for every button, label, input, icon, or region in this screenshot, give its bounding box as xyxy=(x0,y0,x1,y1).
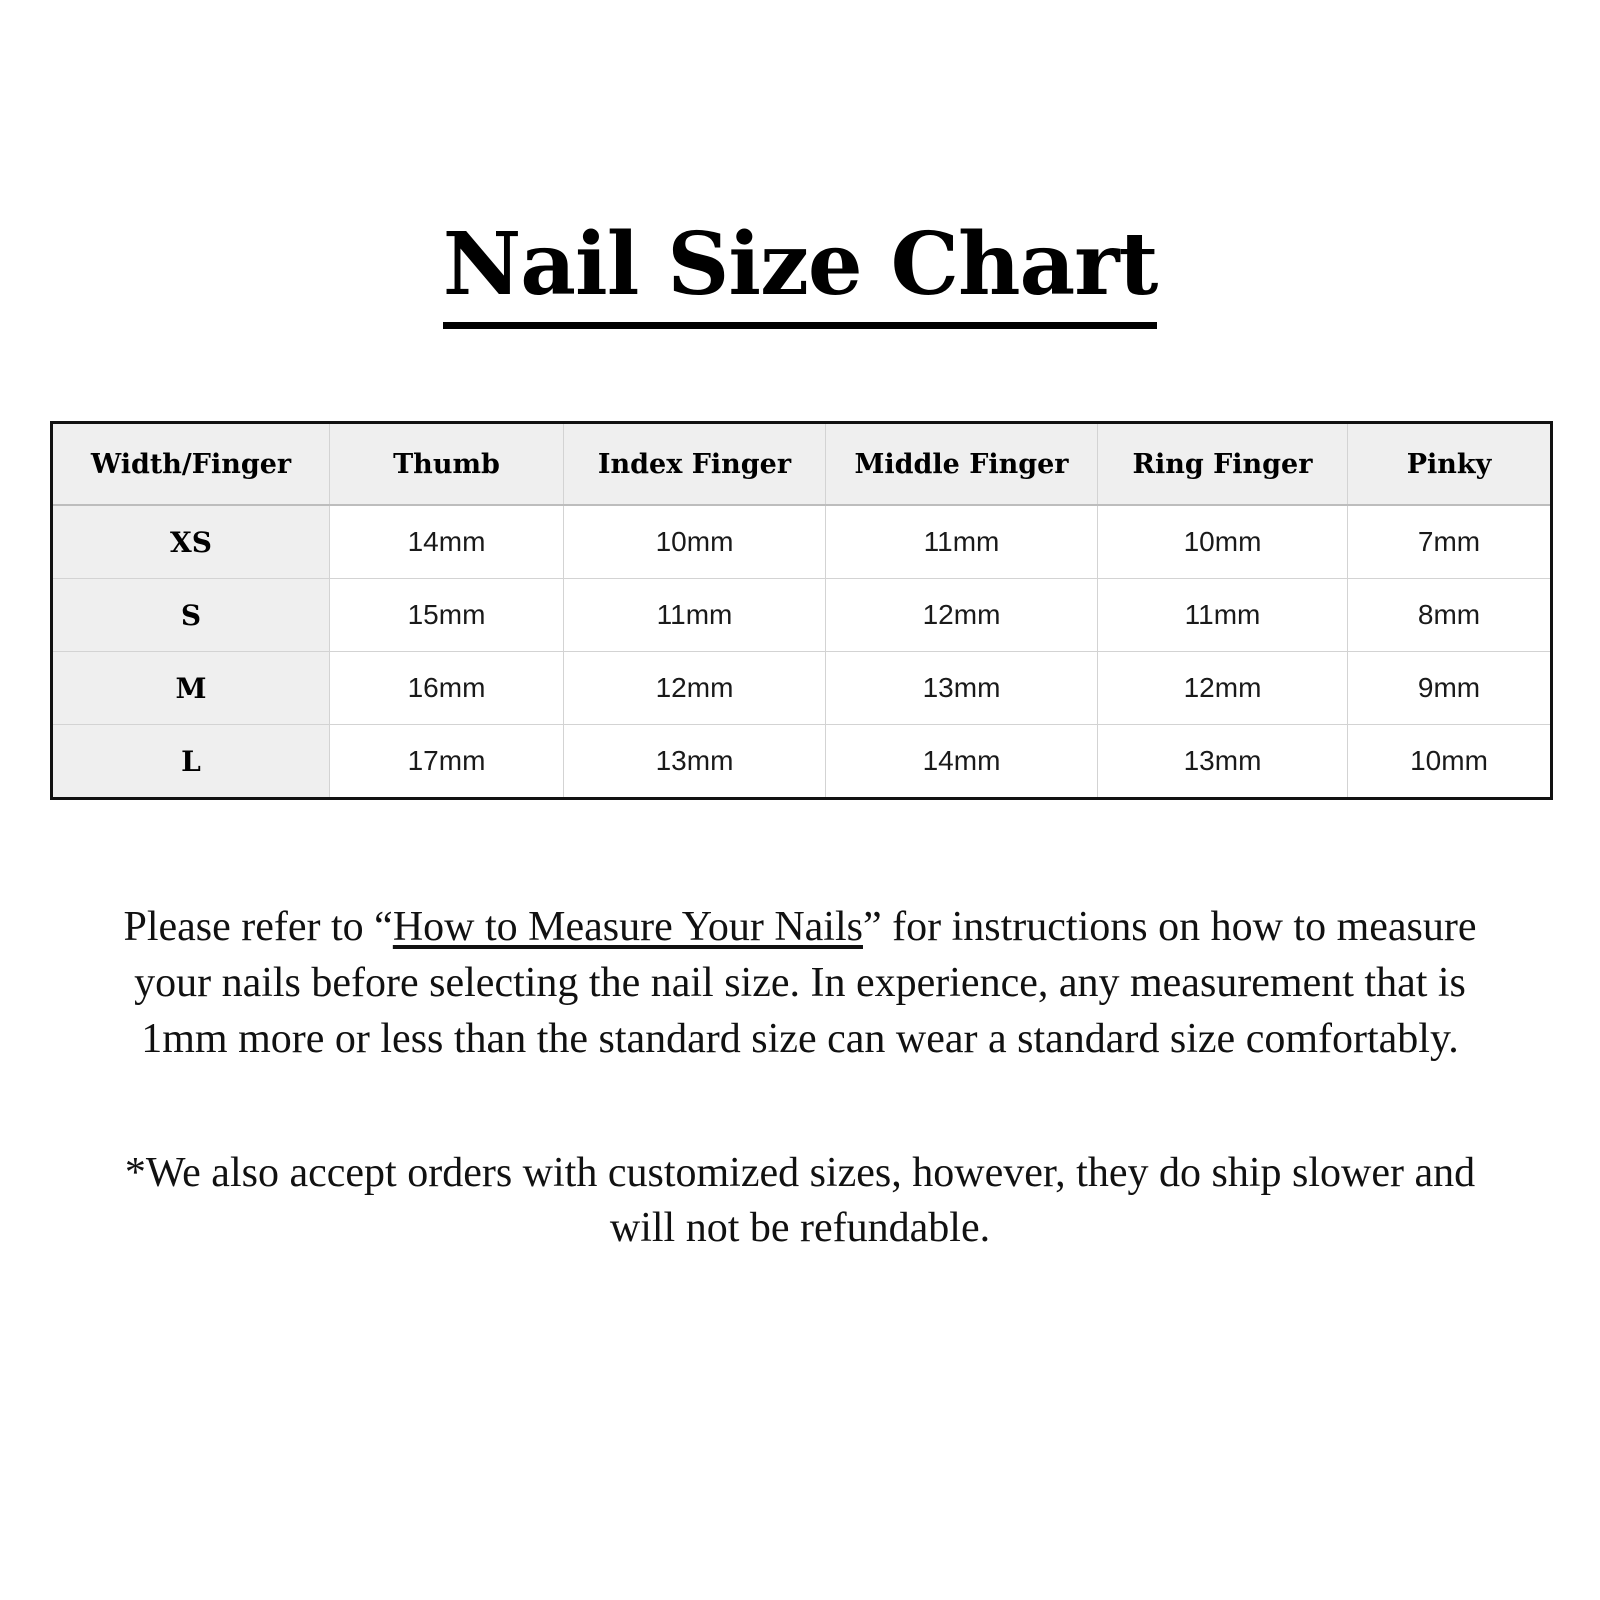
column-header-middle-finger: Middle Finger xyxy=(826,423,1098,506)
table-header-row xyxy=(52,423,1552,506)
table-body xyxy=(52,505,1552,799)
note-text-after-link: ” for instructions on how to measure your nails before selecting the nail size. In experience, any measurement that is 1mm more or less than the standard size can wear a standard size comfortably. xyxy=(134,904,1477,1062)
cell-m-thumb: 16mm xyxy=(330,652,564,725)
table-header xyxy=(52,423,1552,506)
row-label-l: L xyxy=(52,725,330,799)
cell-m-index: 12mm xyxy=(564,652,826,725)
cell-s-thumb: 15mm xyxy=(330,579,564,652)
cell-xs-ring: 10mm xyxy=(1098,505,1348,579)
cell-l-index: 13mm xyxy=(564,725,826,799)
size-table-container xyxy=(50,421,1550,800)
cell-l-thumb: 17mm xyxy=(330,725,564,799)
cell-l-ring: 13mm xyxy=(1098,725,1348,799)
cell-m-ring: 12mm xyxy=(1098,652,1348,725)
column-header-thumb: Thumb xyxy=(330,423,564,506)
table-row xyxy=(52,725,1552,799)
column-header-pinky: Pinky xyxy=(1348,423,1552,506)
cell-l-middle: 14mm xyxy=(826,725,1098,799)
note-paragraph-custom-sizes: *We also accept orders with customized sizes, however, they do ship slower and will not be refundable. xyxy=(124,1149,1476,1252)
cell-m-middle: 13mm xyxy=(826,652,1098,725)
table-row xyxy=(52,505,1552,579)
cell-xs-pinky: 7mm xyxy=(1348,505,1552,579)
how-to-measure-link[interactable]: How to Measure Your Nails xyxy=(392,904,863,950)
row-label-m: M xyxy=(52,652,330,725)
table-row xyxy=(52,579,1552,652)
cell-xs-index: 10mm xyxy=(564,505,826,579)
cell-m-pinky: 9mm xyxy=(1348,652,1552,725)
column-header-ring-finger: Ring Finger xyxy=(1098,423,1348,506)
cell-s-middle: 12mm xyxy=(826,579,1098,652)
row-label-s: S xyxy=(52,579,330,652)
cell-s-ring: 11mm xyxy=(1098,579,1348,652)
note-text-before-link: Please refer to “ xyxy=(123,904,393,950)
page-title: Nail Size Chart xyxy=(443,222,1158,329)
note-paragraph-measure xyxy=(90,900,1510,1068)
table-row xyxy=(52,652,1552,725)
column-header-width-finger: Width/Finger xyxy=(52,423,330,506)
cell-xs-middle: 11mm xyxy=(826,505,1098,579)
title-container xyxy=(0,0,1600,329)
notes-container xyxy=(90,900,1510,1257)
cell-s-pinky: 8mm xyxy=(1348,579,1552,652)
cell-xs-thumb: 14mm xyxy=(330,505,564,579)
row-label-xs: XS xyxy=(52,505,330,579)
cell-s-index: 11mm xyxy=(564,579,826,652)
column-header-index-finger: Index Finger xyxy=(564,423,826,506)
nail-size-table xyxy=(50,421,1553,800)
cell-l-pinky: 10mm xyxy=(1348,725,1552,799)
